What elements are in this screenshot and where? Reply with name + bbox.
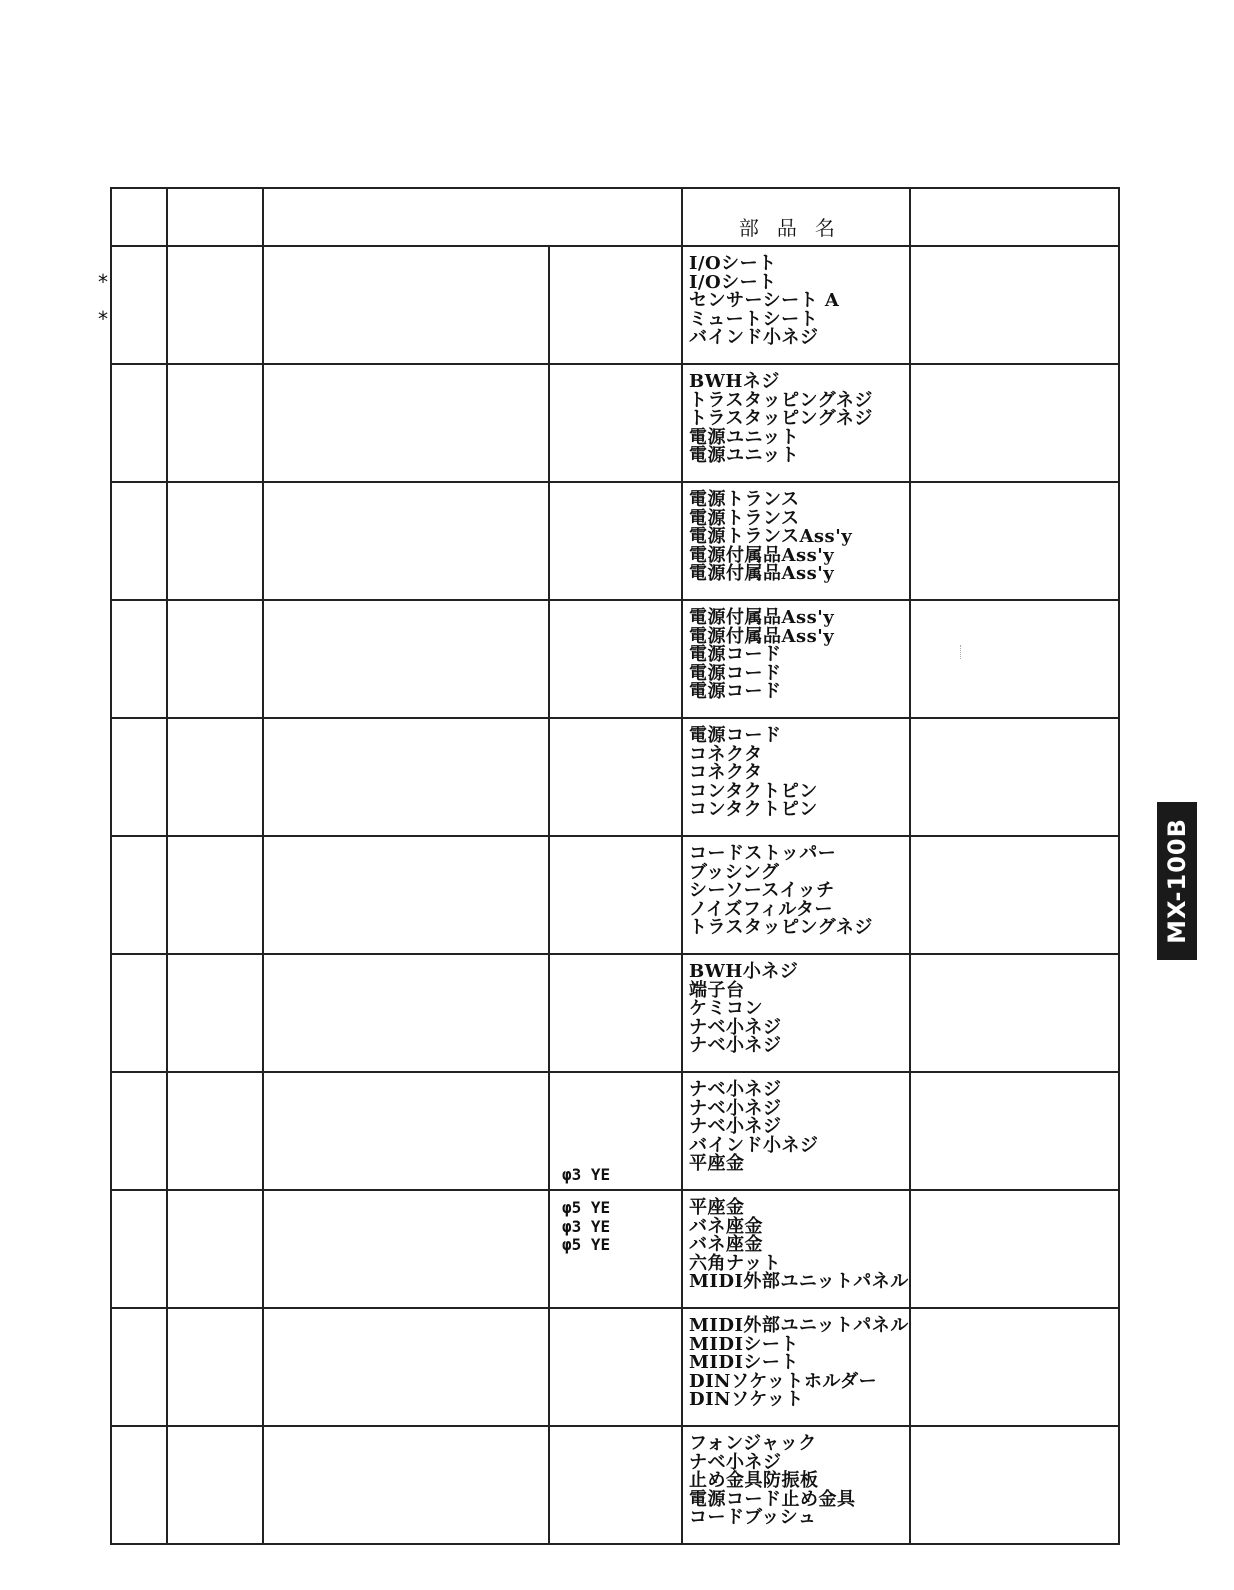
remarks-cell: [910, 1426, 1119, 1544]
remarks-cell: [910, 1190, 1119, 1308]
part-name: DINソケットホルダー: [689, 1370, 878, 1392]
part-name: 電源付属品Ass'y: [689, 625, 835, 647]
table-row: [111, 482, 1119, 600]
table-row: [111, 836, 1119, 954]
part-name: I/Oシート: [689, 253, 777, 274]
description-cell: [263, 836, 549, 954]
part-name: DINソケット: [689, 1389, 804, 1411]
table-row: [111, 246, 1119, 364]
ref-no-cell: [111, 1072, 167, 1190]
part-name: 電源コード: [689, 725, 782, 746]
remarks-cell: [910, 718, 1119, 836]
spec-cell: [549, 246, 682, 364]
part-no-cell: [167, 954, 263, 1072]
part-name: センサーシート A: [689, 290, 840, 312]
remarks-cell: [910, 1308, 1119, 1426]
part-name: 電源コード止め金具: [689, 1488, 856, 1510]
table-header-row: [111, 188, 1119, 246]
part-no-cell: [167, 1308, 263, 1426]
remarks-cell: [910, 1072, 1119, 1190]
part-name: ナベ小ネジ: [689, 1097, 782, 1119]
spec-text: φ3 YE: [562, 1216, 611, 1236]
spec-cell: [549, 1072, 682, 1190]
table-row: [111, 954, 1119, 1072]
description-cell: [263, 1308, 549, 1426]
part-name: 電源コード: [689, 662, 782, 684]
asterisk-marker: *: [98, 270, 108, 294]
part-name: 電源付属品Ass'y: [689, 607, 835, 628]
part-name: ナベ小ネジ: [689, 1079, 782, 1100]
part-name: BWH小ネジ: [689, 961, 799, 982]
table-row: [111, 1072, 1119, 1190]
part-name: ミュートシート: [689, 308, 819, 330]
remarks-cell: [910, 954, 1119, 1072]
ref-no-cell: [111, 482, 167, 600]
spec-text: φ5 YE: [562, 1198, 611, 1217]
part-name: 六角ナット: [689, 1252, 782, 1274]
part-name: MIDI外部ユニットパネル: [689, 1315, 909, 1336]
header-cell: [167, 188, 263, 246]
part-name: 電源付属品Ass'y: [689, 544, 835, 566]
part-names-cell: [682, 1072, 910, 1190]
description-cell: [263, 718, 549, 836]
part-no-cell: [167, 364, 263, 482]
spec-cell: [549, 836, 682, 954]
description-cell: [263, 600, 549, 718]
part-name: コードストッパー: [689, 843, 837, 864]
part-name: 止め金具防振板: [689, 1470, 819, 1492]
part-name-header: 部品名: [682, 188, 910, 246]
part-no-cell: [167, 246, 263, 364]
part-name: コネクタ: [689, 743, 763, 765]
remarks-cell: [910, 836, 1119, 954]
asterisk-marker: *: [98, 307, 108, 331]
part-name: 電源トランスAss'y: [689, 526, 853, 548]
part-name: MIDIシート: [689, 1333, 799, 1355]
description-cell: [263, 954, 549, 1072]
ref-no-cell: [111, 836, 167, 954]
remarks-cell: [910, 482, 1119, 600]
spec-cell: [549, 1426, 682, 1544]
part-name: 平座金: [689, 1197, 745, 1218]
table-row: [111, 600, 1119, 718]
part-name: I/Oシート: [689, 271, 777, 293]
part-name: BWHネジ: [689, 371, 780, 392]
table-row: [111, 1190, 1119, 1308]
description-cell: [263, 1072, 549, 1190]
spec-cell: [549, 1190, 682, 1308]
part-name: バインド小ネジ: [689, 1134, 819, 1156]
part-name: バネ座金: [689, 1215, 763, 1237]
table-row: [111, 718, 1119, 836]
part-no-cell: [167, 718, 263, 836]
part-name: 端子台: [689, 979, 745, 1001]
part-name: 電源トランス: [689, 489, 800, 510]
part-no-cell: [167, 482, 263, 600]
part-name: コンタクトピン: [689, 799, 818, 821]
part-name: トラスタッピングネジ: [689, 389, 873, 411]
part-no-cell: [167, 1072, 263, 1190]
table-row: [111, 1308, 1119, 1426]
part-name: 電源ユニット: [689, 426, 800, 448]
part-name: ブッシング: [689, 861, 780, 883]
remarks-cell: [910, 246, 1119, 364]
part-name: バネ座金: [689, 1234, 763, 1256]
table-row: [111, 1426, 1119, 1544]
part-name: シーソースイッチ: [689, 880, 835, 902]
part-name: バインド小ネジ: [689, 327, 819, 349]
part-names-cell: [682, 1190, 910, 1308]
part-name: フォンジャック: [689, 1433, 817, 1454]
spec-cell: [549, 1308, 682, 1426]
part-names-cell: [682, 246, 910, 364]
model-side-tab: [1157, 802, 1197, 960]
part-name: ナベ小ネジ: [689, 1035, 782, 1057]
description-cell: [263, 364, 549, 482]
part-name: トラスタッピングネジ: [689, 408, 873, 430]
ref-no-cell: [111, 1190, 167, 1308]
part-name: ナベ小ネジ: [689, 1451, 782, 1473]
ref-no-cell: [111, 1426, 167, 1544]
part-name: ケミコン: [689, 998, 763, 1020]
spec-text: φ3 YE: [562, 1165, 611, 1185]
header-cell: [111, 188, 167, 246]
ref-no-cell: [111, 718, 167, 836]
part-names-cell: [682, 600, 910, 718]
part-names-cell: [682, 954, 910, 1072]
spec-text: φ5 YE: [562, 1235, 611, 1255]
ref-no-cell: [111, 246, 167, 364]
part-name: コードブッシュ: [689, 1507, 817, 1529]
part-name: 電源コード: [689, 681, 782, 703]
scan-speck: [960, 645, 963, 659]
part-name: 電源コード: [689, 644, 782, 666]
description-cell: [263, 1190, 549, 1308]
description-cell: [263, 246, 549, 364]
part-names-cell: [682, 836, 910, 954]
ref-no-cell: [111, 954, 167, 1072]
part-name: コンタクトピン: [689, 780, 818, 802]
part-name: 電源ユニット: [689, 445, 800, 467]
part-name: ノイズフィルター: [689, 898, 834, 920]
spec-cell: [549, 718, 682, 836]
part-names-cell: [682, 1426, 910, 1544]
part-no-cell: [167, 1426, 263, 1544]
header-cell: [910, 188, 1119, 246]
table-row: [111, 364, 1119, 482]
spec-cell: [549, 954, 682, 1072]
part-no-cell: [167, 836, 263, 954]
part-no-cell: [167, 1190, 263, 1308]
part-names-cell: [682, 1308, 910, 1426]
ref-no-cell: [111, 600, 167, 718]
remarks-cell: [910, 600, 1119, 718]
part-name: コネクタ: [689, 762, 763, 784]
part-name: ナベ小ネジ: [689, 1016, 782, 1038]
part-no-cell: [167, 600, 263, 718]
spec-cell: [549, 482, 682, 600]
part-name: MIDIシート: [689, 1352, 799, 1374]
part-names-cell: [682, 364, 910, 482]
spec-cell: [549, 600, 682, 718]
part-name: 電源付属品Ass'y: [689, 563, 835, 585]
part-names-cell: [682, 482, 910, 600]
ref-no-cell: [111, 1308, 167, 1426]
parts-list-table: [110, 187, 1120, 1545]
spec-cell: [549, 364, 682, 482]
part-names-cell: [682, 718, 910, 836]
part-name: MIDI外部ユニットパネル: [689, 1271, 909, 1293]
remarks-cell: [910, 364, 1119, 482]
part-name: トラスタッピングネジ: [689, 917, 873, 939]
ref-no-cell: [111, 364, 167, 482]
description-cell: [263, 482, 549, 600]
part-name: ナベ小ネジ: [689, 1116, 782, 1138]
part-name: 電源トランス: [689, 507, 800, 529]
part-name: 平座金: [689, 1153, 745, 1175]
model-label: MX-100B: [1163, 818, 1191, 944]
header-cell: [263, 188, 682, 246]
description-cell: [263, 1426, 549, 1544]
